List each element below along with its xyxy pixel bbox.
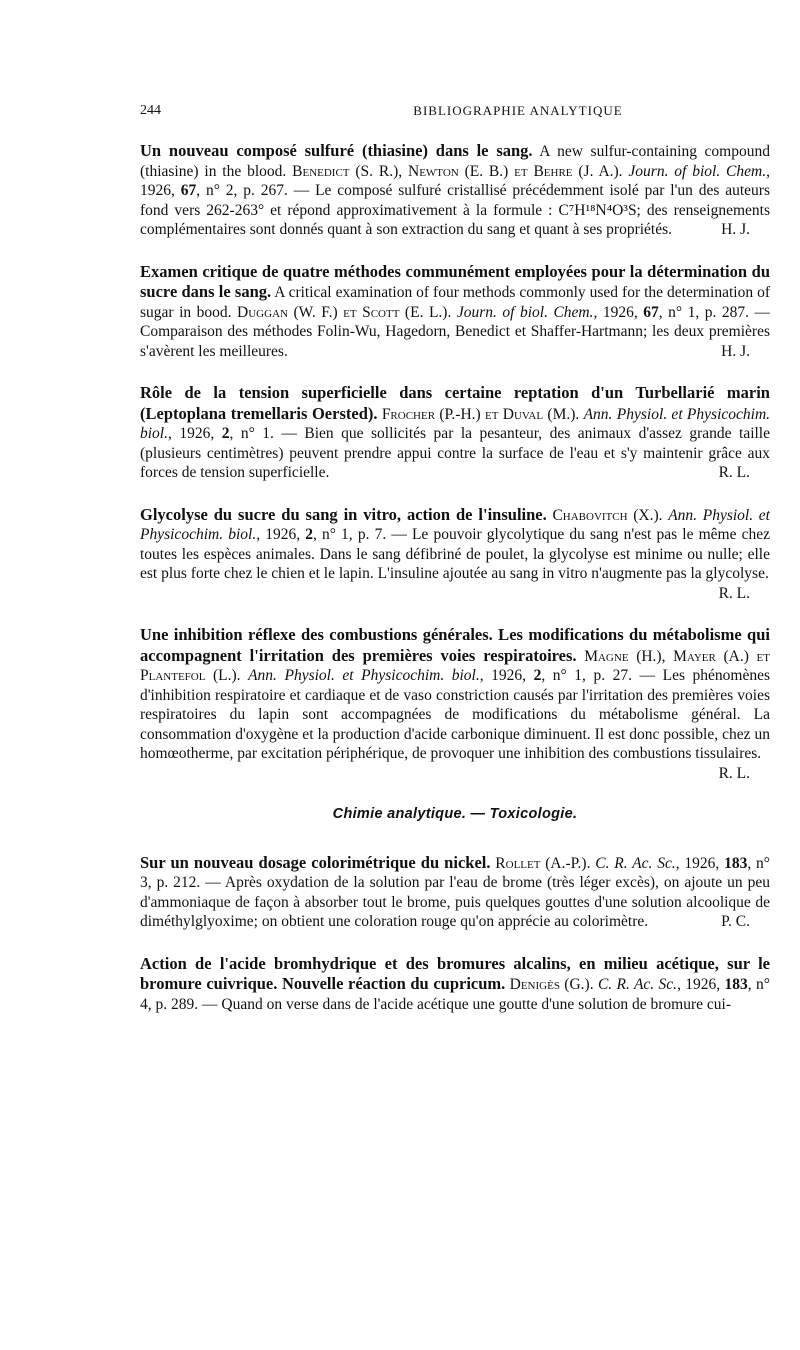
entry-abstract: — Comparaison des méthodes Folin-Wu, Hagedorn, Benedict et Shaffer-Hartmann; les deux premières s'avèrent les meilleures.	[140, 303, 771, 360]
entry-signature: R. L.	[718, 584, 750, 602]
bibliography-entry	[140, 853, 770, 932]
entry-title: Sur un nouveau dosage colorimétrique du nickel.	[140, 852, 491, 872]
entry-title: Glycolyse du sucre du sang in vitro, action de l'insuline.	[140, 504, 547, 524]
entry-volume: 2	[305, 526, 313, 543]
entry-signature: R. L.	[718, 464, 750, 481]
entry-ref-pre: , 1926,	[256, 526, 306, 543]
entry-signature: H. J.	[721, 221, 750, 238]
entry-ref-post: , n° 3, p. 212.	[140, 854, 770, 891]
entry-signature: H. J.	[721, 342, 750, 360]
entry-authors: Duggan (W. F.) et Scott (E. L.).	[231, 303, 457, 321]
entry-ref-post: , n° 2, p. 267.	[196, 182, 288, 199]
entry-title: Rôle de la tension superficielle dans certaine reptation d'un Turbellarié marin (Leptoplana tremellaris Oersted).	[140, 383, 770, 423]
entry-title-en: A critical examination of four methods commonly used for the determination of sugar in bood.	[140, 284, 770, 321]
bibliography-entry	[140, 141, 770, 240]
entry-abstract: — Après oxydation de la solution par l'eau de brome (très léger excès), on ajoute un peu d'ammoniaque de façon à absorber tout le brome, puis quelques gouttes d'une solution alcoolique de diméthylglyoxime; on obtient une coloration rouge qu'on apprécie au colorimètre.	[140, 874, 771, 930]
entry-authors: Frocher (P.-H.) et Duval (M.).	[377, 405, 584, 423]
entry-ref-post: , n° 4, p. 289.	[140, 976, 770, 1013]
entry-authors: Denigès (G.).	[505, 976, 598, 993]
entry-abstract: — Le pouvoir glycolytique du sang n'est pas le même chez toutes les espèces animales. Dans le sang défibriné de poulet, la glycolyse est minime ou nulle; elle est plus forte chez le chien et le lapin. L'insuline ajoutée au sang in vitro n'augmente pas la glycolyse.	[140, 526, 770, 582]
bibliography-entry	[140, 383, 770, 483]
entry-authors: Magne (H.), Mayer (A.) et Plantefol (L.).	[140, 647, 770, 684]
entry-journal: C. R. Ac. Sc.	[595, 854, 676, 872]
entry-ref-post: , n° 1.	[229, 425, 274, 442]
entry-title-en: A new sulfur-containing compound (thiasine) in the blood.	[140, 143, 770, 180]
entry-abstract: — Bien que sollicités par la pesanteur, des animaux d'assez grande taille (plusieurs centimètres) peuvent prendre appui contre la surface de l'eau et s'y maintenir grâce aux forces de tension superficielle.	[140, 425, 770, 481]
entry-ref-post: , n° 1, p. 287.	[658, 303, 750, 321]
entry-authors: Chabovitch (X.).	[546, 506, 669, 524]
entry-ref-post: , n° 1, p. 27.	[541, 667, 632, 684]
bibliography-entry	[140, 954, 770, 1015]
entry-journal: Journ. of biol. Chem.	[456, 303, 594, 321]
entry-journal: Ann. Physiol. et Physicochim. biol.	[248, 667, 480, 684]
entry-ref-pre: , 1926,	[593, 303, 644, 321]
entry-volume: 2	[221, 425, 230, 442]
entry-authors: Rollet (A.-P.).	[490, 854, 596, 872]
entry-signature: R. L.	[718, 764, 750, 782]
entry-volume: 183	[724, 854, 748, 872]
entry-ref-pre: , 1926,	[140, 162, 770, 199]
entry-abstract: — Quand on verse dans de l'acide acétique une goutte d'une solution de bromure cui-	[198, 995, 731, 1013]
page-number: 244	[140, 103, 161, 118]
bibliography-entry	[140, 505, 770, 604]
page-header	[140, 103, 770, 123]
section-heading: Chimie analytique. — Toxicologie.	[332, 806, 578, 822]
entry-ref-pre: , 1926,	[677, 976, 725, 993]
entry-journal: C. R. Ac. Sc.	[597, 976, 678, 993]
entry-signature: P. C.	[721, 913, 750, 930]
entry-title: Un nouveau composé sulfuré (thiasine) dans le sang.	[140, 141, 533, 160]
entry-volume: 183	[724, 976, 748, 993]
entry-ref-pre: , 1926,	[675, 854, 725, 872]
bibliography-entry	[140, 625, 770, 783]
entry-ref-post: , n° 1, p. 7.	[312, 526, 387, 543]
entry-title: Une inhibition réflexe des combustions générales. Les modifications du métabolisme qui accompagnent l'irritation des premières voies respiratoires.	[140, 625, 770, 665]
bibliography-entry	[140, 262, 770, 362]
entry-volume: 2	[533, 667, 542, 684]
entry-authors: Benedict (S. R.), Newton (E. B.) et Behre (J. A.).	[286, 162, 629, 180]
entry-abstract: — Le composé sulfuré cristallisé précédemment isolé par l'un des auteurs fond vers 262-263° et répond approximativement à la formule : C⁷H¹⁸N⁴O³S; des renseignements complémentaires sont donnés quant à son extraction du sang et quant à ses propriétés.	[140, 182, 771, 238]
entry-volume: 67	[643, 303, 659, 321]
entry-ref-pre: , 1926,	[479, 667, 534, 684]
entry-abstract: — Les phénomènes d'inhibition respiratoire et cardiaque et de vaso constriction causés par l'irritation des premières voies respiratoires du lapin sont accompagnées de modifications du métabolisme général. La consommation d'oxygène et la production d'acide carbonique diminuent. Il est donc possible, chez un homœotherme, par excitation périphérique, de provoquer une inhibition des combustions tissulaires.	[140, 667, 771, 762]
running-title: BIBLIOGRAPHIE ANALYTIQUE	[413, 103, 623, 118]
entry-journal: Ann. Physiol. et Physicochim. biol.	[140, 405, 771, 442]
entry-volume: 67	[180, 182, 197, 199]
entry-journal: Ann. Physiol. et Physicochim. biol.	[140, 506, 770, 543]
text-column	[140, 141, 770, 1036]
entry-journal: Journ. of biol. Chem.	[628, 162, 767, 180]
entry-title: Examen critique de quatre méthodes communément employées pour la détermination du sucre dans le sang.	[140, 261, 770, 301]
entry-title: Action de l'acide bromhydrique et des bromures alcalins, en milieu acétique, sur le bromure cuivrique. Nouvelle réaction du cupricum.	[140, 953, 770, 993]
entry-ref-pre: , 1926,	[168, 425, 222, 442]
